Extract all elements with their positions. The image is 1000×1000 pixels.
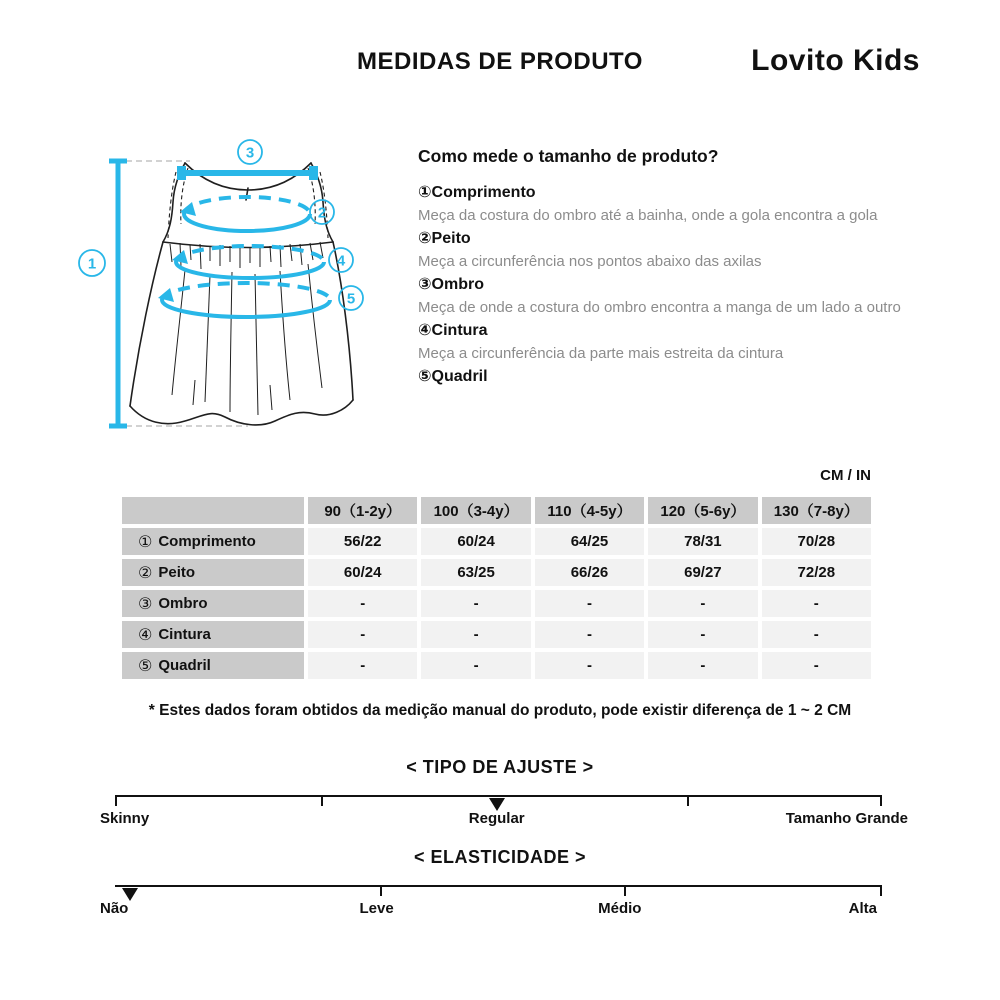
elasticity-scale-labels [100,900,877,920]
table-cell: 72/28 [762,559,871,586]
guide-item-title: Cintura [431,322,488,339]
table-cell: 60/24 [308,559,417,586]
column-header-110: 110（4-5y） [535,497,644,524]
column-header-120: 120（5-6y） [648,497,757,524]
marker-number-2: 2 [317,204,327,222]
table-cell: - [421,621,530,648]
guide-item-peito [418,227,912,273]
guide-item-desc: Meça da costura do ombro até a bainha, onde a gola encontra a gola [418,207,878,224]
guide-item-num: ⑤ [418,368,432,385]
table-cell: - [421,590,530,617]
guide-item-ombro [418,273,912,319]
table-cell: 78/31 [648,528,757,555]
fit-tick-mid-right [687,797,689,806]
row-num: ② [138,564,153,582]
guide-item-desc: Meça a circunferência nos pontos abaixo das axilas [418,253,762,270]
measuring-guide [418,146,912,388]
row-title: Quadril [158,657,211,674]
measurement-footnote: * Estes dados foram obtidos da medição manual do produto, pode existir diferença de 1 ~ 2 CM [148,702,852,719]
table-cell: - [762,652,871,679]
elasticity-tick-leve [380,887,382,896]
row-label-cintura [122,621,304,648]
fit-scale-title: < TIPO DE AJUSTE > [406,757,594,777]
brand-logo: Lovito Kids [751,44,920,77]
elasticity-label-medio: Médio [598,900,642,917]
row-num: ③ [138,595,153,613]
fit-label-tamanho-grande: Tamanho Grande [785,810,908,827]
hip-ellipse-dashed [162,283,330,300]
table-cell: - [535,621,644,648]
row-label-ombro [122,590,304,617]
guide-item-title: Peito [431,230,471,247]
chest-ellipse-dashed [184,197,310,214]
row-label-quadril [122,652,304,679]
row-label-comprimento [122,528,304,555]
table-cell: - [762,621,871,648]
guide-item-title: Comprimento [431,184,536,201]
size-table [122,497,871,679]
table-cell: - [308,621,417,648]
page-title: MEDIDAS DE PRODUTO [357,48,643,75]
row-title: Cintura [158,626,211,643]
guide-heading: Como mede o tamanho de produto? [418,146,719,166]
fit-tick-mid-left [321,797,323,806]
table-cell: 70/28 [762,528,871,555]
chest-ellipse-solid [184,214,310,231]
row-title: Comprimento [158,533,256,550]
row-title: Peito [158,564,196,581]
elasticity-scale-line [115,885,882,897]
elasticity-label-leve: Leve [359,900,394,917]
unit-label: CM / IN [820,467,871,484]
guide-item-quadril [418,365,912,388]
measurement-marks [109,161,330,426]
table-cell: 56/22 [308,528,417,555]
row-num: ④ [138,626,153,644]
marker-number-4: 4 [336,252,346,270]
elasticity-tick-medio [624,887,626,896]
elasticity-tick-end [880,887,882,896]
guide-item-title: Ombro [431,276,484,293]
fabric-fold-lines [170,242,323,415]
guide-item-num: ④ [418,322,432,339]
table-cell: 63/25 [421,559,530,586]
elasticity-label-alta: Alta [848,900,877,917]
table-cell: - [421,652,530,679]
marker-number-3: 3 [245,144,255,162]
table-cell: - [648,590,757,617]
column-header-90: 90（1-2y） [308,497,417,524]
table-cell: 64/25 [535,528,644,555]
column-header-130: 130（7-8y） [762,497,871,524]
row-num: ⑤ [138,657,153,675]
hip-ellipse-solid [162,300,330,317]
table-cell: 66/26 [535,559,644,586]
column-header-100: 100（3-4y） [421,497,530,524]
table-cell: - [762,590,871,617]
fit-scale-line [115,795,882,807]
shoulder-cap-left [177,166,186,180]
table-cell: 60/24 [421,528,530,555]
table-cell: 69/27 [648,559,757,586]
guide-item-title: Quadril [431,368,488,385]
table-cell: - [535,590,644,617]
table-cell: - [648,652,757,679]
guide-item-num: ② [418,230,432,247]
dress-measurement-diagram [60,130,400,450]
marker-number-5: 5 [346,290,356,308]
row-title: Ombro [158,595,208,612]
row-label-peito [122,559,304,586]
fit-label-regular: Regular [468,810,525,827]
table-cell: - [648,621,757,648]
guide-item-num: ③ [418,276,432,293]
marker-number-1: 1 [87,255,97,273]
table-corner-cell [122,497,304,524]
fit-tick-end [880,797,882,806]
table-cell: - [535,652,644,679]
table-cell: - [308,590,417,617]
fit-tick-start [115,797,117,806]
row-num: ① [138,533,153,551]
elasticity-scale-title: < ELASTICIDADE > [413,847,587,867]
guide-item-num: ① [418,184,432,201]
fit-label-skinny: Skinny [100,810,150,827]
shoulder-cap-right [309,166,318,180]
guide-item-desc: Meça a circunferência da parte mais estreita da cintura [418,345,784,362]
fit-scale-labels [100,810,908,830]
guide-item-cintura [418,319,912,365]
elasticity-label-nao: Não [100,900,129,917]
guide-item-comprimento [418,181,912,227]
guide-item-desc: Meça de onde a costura do ombro encontra a manga de um lado a outro [418,299,901,316]
table-cell: - [308,652,417,679]
